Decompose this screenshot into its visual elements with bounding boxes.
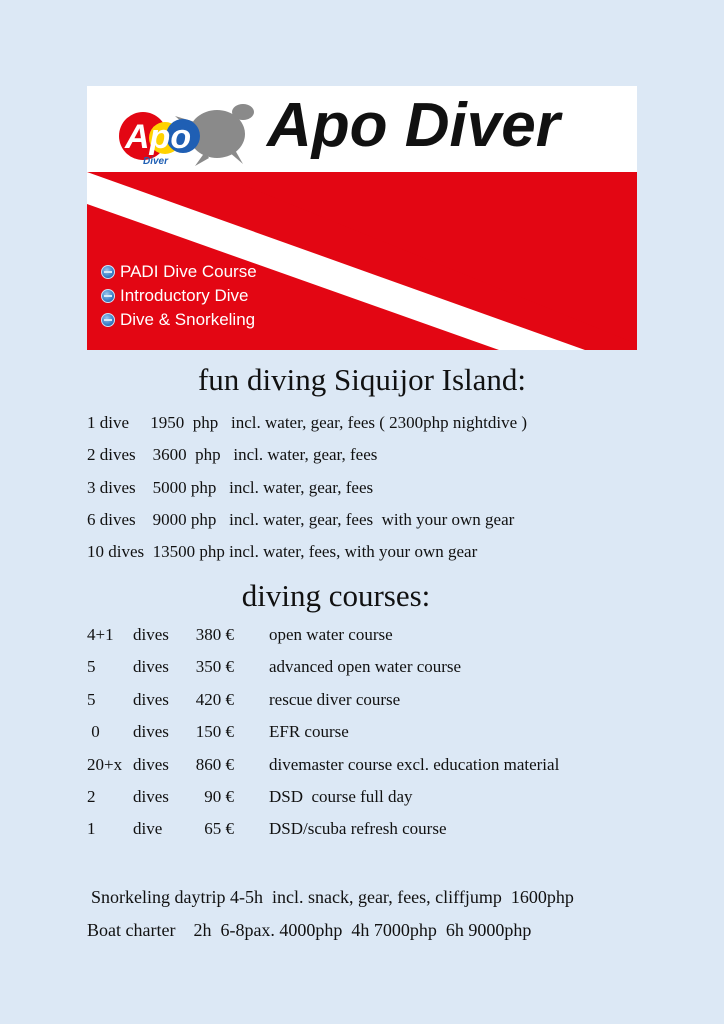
fun-diving-row: 1 dive 1950 php incl. water, gear, fees ( 2300php nightdive ) — [87, 413, 528, 432]
service-item — [101, 308, 257, 332]
course-price: 65 € — [204, 819, 234, 839]
course-price: 380 € — [195, 625, 234, 644]
course-description: rescue diver course — [269, 689, 401, 709]
logo-subtext: Diver — [143, 156, 169, 167]
course-dive-count: 0 — [87, 722, 100, 742]
diving-courses-heading: diving courses: — [241, 578, 431, 613]
fun-diving-row: 2 dives 3600 php incl. water, gear, fees — [87, 445, 378, 465]
service-item — [101, 284, 257, 308]
course-dive-count: 4+1 — [87, 625, 114, 644]
service-item — [101, 260, 257, 284]
course-dive-unit: dives — [133, 689, 169, 709]
course-dive-unit: dives — [133, 625, 169, 644]
service-label: Dive & Snorkeling — [120, 310, 256, 329]
course-dive-count: 2 — [87, 786, 96, 806]
service-list — [101, 260, 257, 332]
course-dive-unit: dives — [133, 722, 169, 742]
course-description: DSD/scuba refresh course — [269, 819, 447, 839]
course-description: DSD course full day — [269, 786, 413, 806]
logo-letters: Apo — [125, 118, 192, 156]
course-dive-count: 20+x — [87, 754, 123, 774]
globe-icon — [101, 265, 115, 279]
course-dive-unit: dives — [133, 786, 169, 806]
globe-icon — [101, 313, 115, 327]
course-dive-unit: dives — [133, 754, 169, 774]
course-dive-unit: dives — [133, 657, 169, 677]
course-description: EFR course — [269, 722, 349, 742]
boat-charter-info: Boat charter 2h 6-8pax. 4000php 4h 7000php 6h 9000php — [87, 920, 532, 940]
fun-diving-row: 6 dives 9000 php incl. water, gear, fees with your own gear — [87, 509, 515, 529]
course-price: 90 € — [204, 786, 234, 806]
fun-diving-price-list — [87, 413, 527, 574]
service-label: PADI Dive Course — [120, 262, 257, 281]
service-label: Introductory Dive — [120, 286, 249, 305]
snorkeling-daytrip-info: Snorkeling daytrip 4-5h incl. snack, gear, fees, cliffjump 1600php — [91, 887, 574, 907]
course-description: open water course — [269, 625, 393, 644]
course-price: 420 € — [195, 689, 234, 709]
course-description: advanced open water course — [269, 657, 462, 677]
course-price: 150 € — [195, 722, 234, 742]
brand-name: Apo Diver — [267, 91, 560, 160]
course-price: 860 € — [195, 754, 234, 774]
course-price: 350 € — [195, 657, 234, 677]
fun-diving-heading: fun diving Siquijor Island: — [197, 362, 527, 397]
course-dive-count: 5 — [87, 657, 96, 677]
globe-icon — [101, 289, 115, 303]
fun-diving-row: 10 dives 13500 php incl. water, fees, with your own gear — [87, 542, 478, 562]
course-dive-unit: dive — [133, 819, 163, 839]
apo-diver-banner — [87, 86, 637, 350]
course-dive-count: 5 — [87, 689, 96, 709]
fun-diving-row: 3 dives 5000 php incl. water, gear, fees — [87, 477, 374, 497]
course-description: divemaster course excl. education material — [269, 754, 560, 774]
apo-turtle-logo — [117, 92, 257, 172]
course-dive-count: 1 — [87, 819, 96, 839]
